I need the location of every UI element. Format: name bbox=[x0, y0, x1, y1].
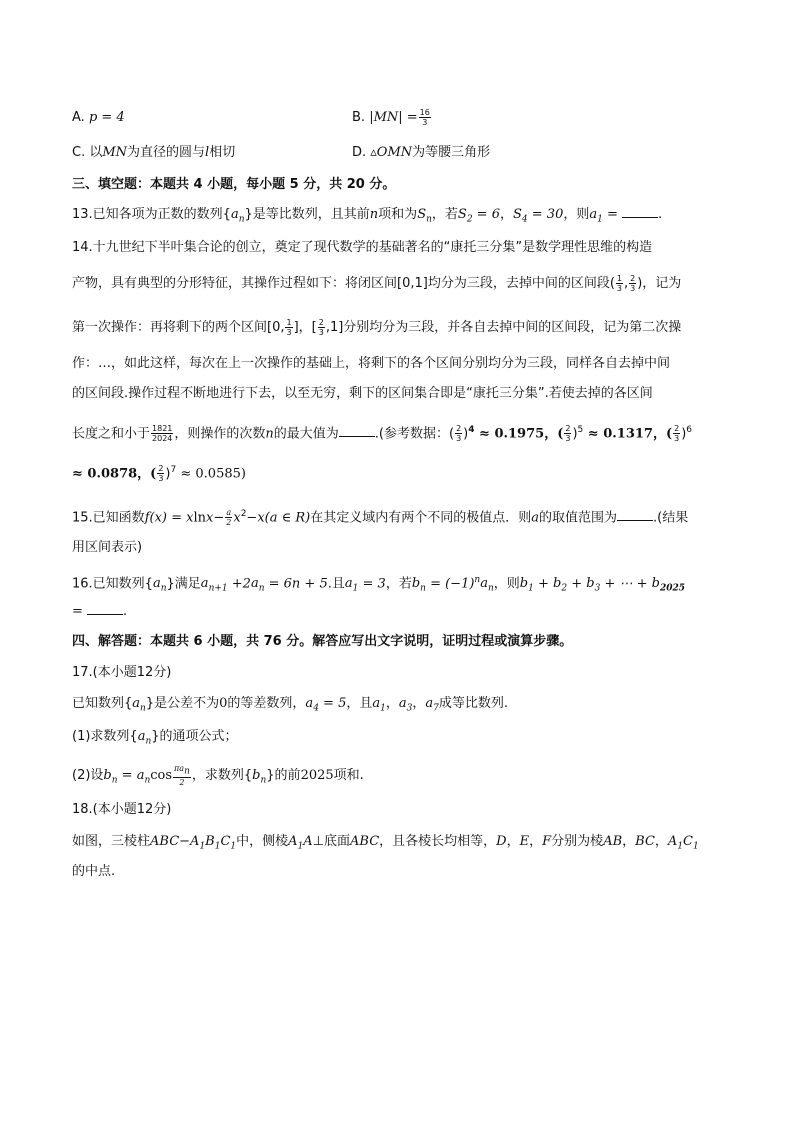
question-14-line-3: 第一次操作：再将剩下的两个区间[0, $\frac{1}{3}$ ]，[ $\frac{2}{3}$ ,1]分别均分为三段，并各自去掉中间的区间段，记为第二次操 bbox=[72, 318, 682, 337]
question-14-line-5: 的区间段.操作过程不断地进行下去，以至无穷，剩下的区间集合即是“康托三分集”.若使去掉的各区间 bbox=[72, 386, 653, 401]
question-13: 13.已知各项为正数的数列$\{a_n\}$是等比数列，且其前n项和为$S_n$，若$S_2 = 6$，$S_4 = 30$，则$a_1$ = . bbox=[72, 207, 663, 225]
option-b: B. |MN| = $\frac{16}{3}$ bbox=[352, 108, 430, 127]
answer-blank[interactable] bbox=[622, 205, 658, 218]
answer-blank[interactable] bbox=[339, 424, 375, 437]
option-d: D. ▵OMN为等腰三角形 bbox=[352, 145, 491, 160]
section-3-title: 三、填空题：本题共 4 小题，每小题 5 分，共 20 分。 bbox=[72, 177, 396, 192]
fraction-16-3: $\frac{16}{3}$ bbox=[419, 108, 430, 127]
question-14-line-1: 14.十九世纪下半叶集合论的创立，奠定了现代数学的基础著名的“康托三分集”是数学理性思维的构造 bbox=[72, 240, 653, 255]
option-row-cd bbox=[72, 143, 734, 163]
question-14-line-4: 作：…，如此这样，每次在上一次操作的基础上，将剩下的各个区间分别均分为三段，同样各自去掉中间 bbox=[72, 356, 671, 371]
question-14-line-7: ≈ 0.0878，( $\frac{2}{3}$ )$^7$ ≈ 0.0585) bbox=[72, 464, 246, 484]
question-18-header: 18.(本小题12分) bbox=[72, 802, 172, 817]
answer-blank[interactable] bbox=[87, 602, 123, 615]
question-17-stem: 已知数列$\{a_n\}$是公差不为0的等差数列，$a_4 = 5$，且$a_1$，$a_3$，$a_7$成等比数列. bbox=[72, 696, 509, 714]
question-17-part-1: (1)求数列$\{a_n\}$的通项公式； bbox=[72, 729, 238, 747]
question-16-line-1: 16.已知数列$\{a_n\}$满足$a_{n+1} +2a_n = 6n + 5$.且$a_1 = 3$，若$b_n = (-1)^na_n$，则$b_1 + b_2 + b_3$ + ⋯ + $b_{2025}$ bbox=[72, 575, 686, 594]
question-15-line-2: 用区间表示) bbox=[72, 540, 143, 555]
option-a: A. p = 4 bbox=[72, 110, 125, 125]
question-17-header: 17.(本小题12分) bbox=[72, 665, 172, 680]
option-c: C. 以MN为直径的圆与l相切 bbox=[72, 145, 236, 160]
question-18-stem-line-1: 如图，三棱柱$ABC-A_1B_1C_1$中，侧棱$A_1A\perp$底面ABC，且各棱长均相等，D，E，F分别为棱AB，BC，$A_1C_1$ bbox=[72, 834, 699, 852]
question-15-line-1: 15.已知函数f(x) = xlnx− $\frac{a}{2}$ $x^2-x(a$ ∈ R)在其定义域内有两个不同的极值点．则a的取值范围为 .(结果 bbox=[72, 508, 689, 528]
answer-blank[interactable] bbox=[617, 508, 653, 521]
question-17-part-2: (2)设$b_n = a_n\cos$ $\frac{\pi a_n}{2}$ ，求数列$\{b_n\}$的前2025项和. bbox=[72, 764, 364, 787]
option-row-ab bbox=[72, 108, 734, 128]
question-18-stem-line-2: 的中点. bbox=[72, 864, 116, 879]
question-16-line-2: = . bbox=[72, 604, 128, 619]
section-4-title: 四、解答题：本题共 6 小题，共 76 分。解答应写出文字说明，证明过程或演算步骤。 bbox=[72, 634, 573, 649]
question-14-line-6: 长度之和小于 $\frac{1821}{2024}$ ，则操作的次数n的最大值为 .(参考数据：( $\frac{2}{3}$ )$^4$ ≈ 0.1975，( $\frac{2}{3}$ )$^5$ ≈ 0.1317，( $\frac{2}{3}$ )$^6$ bbox=[72, 424, 693, 444]
question-14-line-2: 产物，具有典型的分形特征，其操作过程如下：将闭区间[0,1]均分为三段，去掉中间的区间段( $\frac{1}{3}$ , $\frac{2}{3}$ )，记为 bbox=[72, 274, 682, 293]
